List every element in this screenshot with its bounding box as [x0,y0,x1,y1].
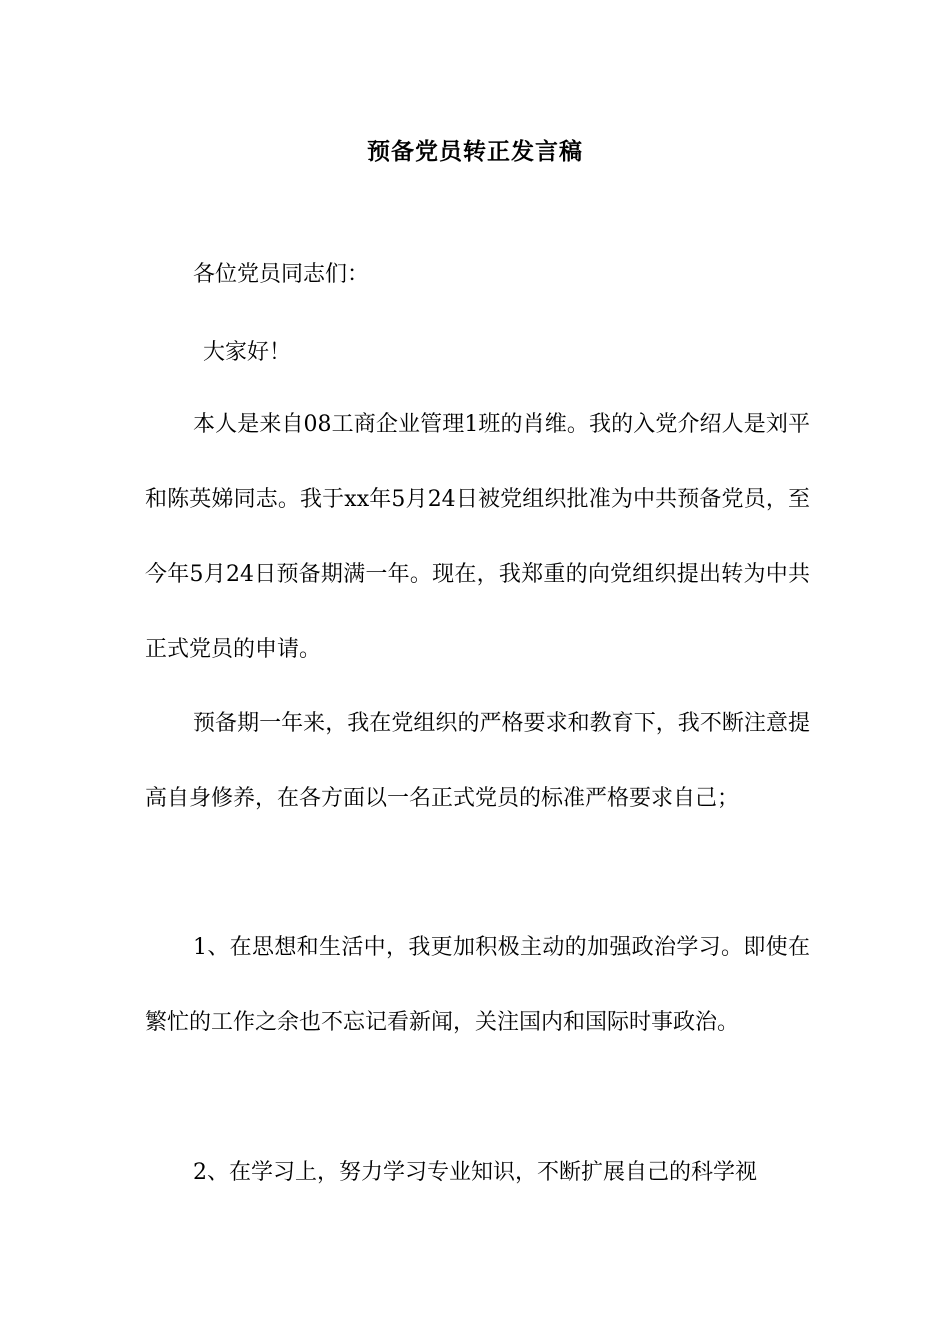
greeting: 大家好！ [203,340,292,365]
paragraph-point-1: 1、在思想和生活中，我更加积极主动的加强政治学习。即使在繁忙的工作之余也不忘记看新闻，关注国内和国际时事政治。 [145,935,810,1035]
paragraph-probation: 预备期一年来，我在党组织的严格要求和教育下，我不断注意提高自身修养，在各方面以一名正式党员的标准严格要求自己； [145,711,810,811]
paragraph-point-2: 2、在学习上，努力学习专业知识，不断扩展自己的科学视 [193,1160,757,1185]
paragraph-intro: 本人是来自08工商企业管理1班的肖维。我的入党介绍人是刘平和陈英娣同志。我于xx年5月24日被党组织批准为中共预备党员，至今年5月24日预备期满一年。现在，我郑重的向党组织提出转为中共正式党员的申请。 [145,412,810,662]
document-title: 预备党员转正发言稿 [367,139,583,165]
salutation: 各位党员同志们： [193,262,370,287]
